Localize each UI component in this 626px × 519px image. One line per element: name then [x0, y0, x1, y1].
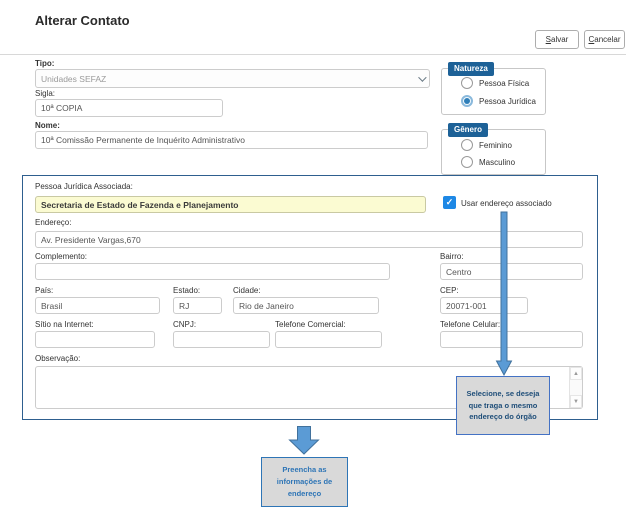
nome-label: Nome:	[35, 121, 60, 130]
pais-input[interactable]	[35, 297, 160, 314]
radio-feminino-label: Feminino	[479, 140, 512, 150]
pais-label: País:	[35, 286, 54, 295]
estado-input[interactable]	[173, 297, 222, 314]
radio-icon	[461, 156, 473, 168]
sigla-label: Sigla:	[35, 89, 56, 98]
pessoa-juridica-associada-input[interactable]	[35, 196, 426, 213]
radio-checked-icon	[461, 95, 473, 107]
bairro-label: Bairro:	[440, 252, 464, 261]
cep-label: CEP:	[440, 286, 459, 295]
radio-masculino-label: Masculino	[479, 157, 516, 167]
tipo-label: Tipo:	[35, 59, 55, 68]
save-button[interactable]	[535, 30, 579, 49]
scroll-down-icon[interactable]: ▼	[570, 395, 582, 408]
chevron-down-icon	[418, 73, 426, 81]
radio-feminino[interactable]	[461, 139, 512, 151]
cnpj-input[interactable]	[173, 331, 270, 348]
sitio-input[interactable]	[35, 331, 155, 348]
estado-label: Estado:	[173, 286, 201, 295]
radio-masculino[interactable]	[461, 156, 515, 168]
complemento-input[interactable]	[35, 263, 390, 280]
cnpj-label: CNPJ:	[173, 320, 197, 329]
annotation-arrow-down-icon	[495, 212, 513, 376]
radio-pessoa-juridica[interactable]	[461, 95, 536, 107]
natureza-legend: Natureza	[448, 62, 494, 76]
complemento-label: Complemento:	[35, 252, 88, 261]
observacao-label: Observação:	[35, 354, 81, 363]
callout-preencha-endereco: Preencha as informações de endereço	[261, 457, 348, 507]
telefone-comercial-input[interactable]	[275, 331, 382, 348]
cancel-button-label: Cancelar	[588, 35, 621, 44]
sigla-input[interactable]	[35, 99, 223, 117]
save-button-label: Salvar	[545, 35, 569, 44]
telefone-comercial-label: Telefone Comercial:	[275, 320, 346, 329]
usar-endereco-checkbox[interactable]	[443, 196, 456, 209]
genero-legend: Gênero	[448, 123, 488, 137]
radio-icon	[461, 77, 473, 89]
cidade-label: Cidade:	[233, 286, 261, 295]
radio-pessoa-fisica-label: Pessoa Física	[479, 78, 530, 88]
radio-pessoa-juridica-label: Pessoa Jurídica	[479, 96, 536, 106]
nome-input[interactable]	[35, 131, 428, 149]
telefone-celular-label: Telefone Celular:	[440, 320, 501, 329]
usar-endereco-label: Usar endereço associado	[461, 199, 552, 208]
radio-pessoa-fisica[interactable]	[461, 77, 529, 89]
cep-input[interactable]	[440, 297, 528, 314]
header-divider	[0, 54, 626, 55]
page-title: Alterar Contato	[35, 13, 130, 28]
callout-usar-endereco: Selecione, se deseja que traga o mesmo endereço do órgão	[456, 376, 550, 435]
observacao-scrollbar[interactable]	[569, 367, 582, 408]
tipo-select[interactable]	[35, 69, 430, 88]
cancel-button[interactable]	[584, 30, 625, 49]
sitio-label: Sítio na Internet:	[35, 320, 94, 329]
checkmark-icon: ✓	[445, 197, 454, 207]
radio-icon	[461, 139, 473, 151]
pessoa-juridica-associada-label: Pessoa Jurídica Associada:	[35, 182, 133, 191]
endereco-label: Endereço:	[35, 218, 72, 227]
cidade-input[interactable]	[233, 297, 379, 314]
scroll-up-icon[interactable]: ▲	[570, 367, 582, 380]
tipo-select-value: Unidades SEFAZ	[41, 73, 107, 84]
annotation-arrow-down-icon	[288, 426, 320, 455]
